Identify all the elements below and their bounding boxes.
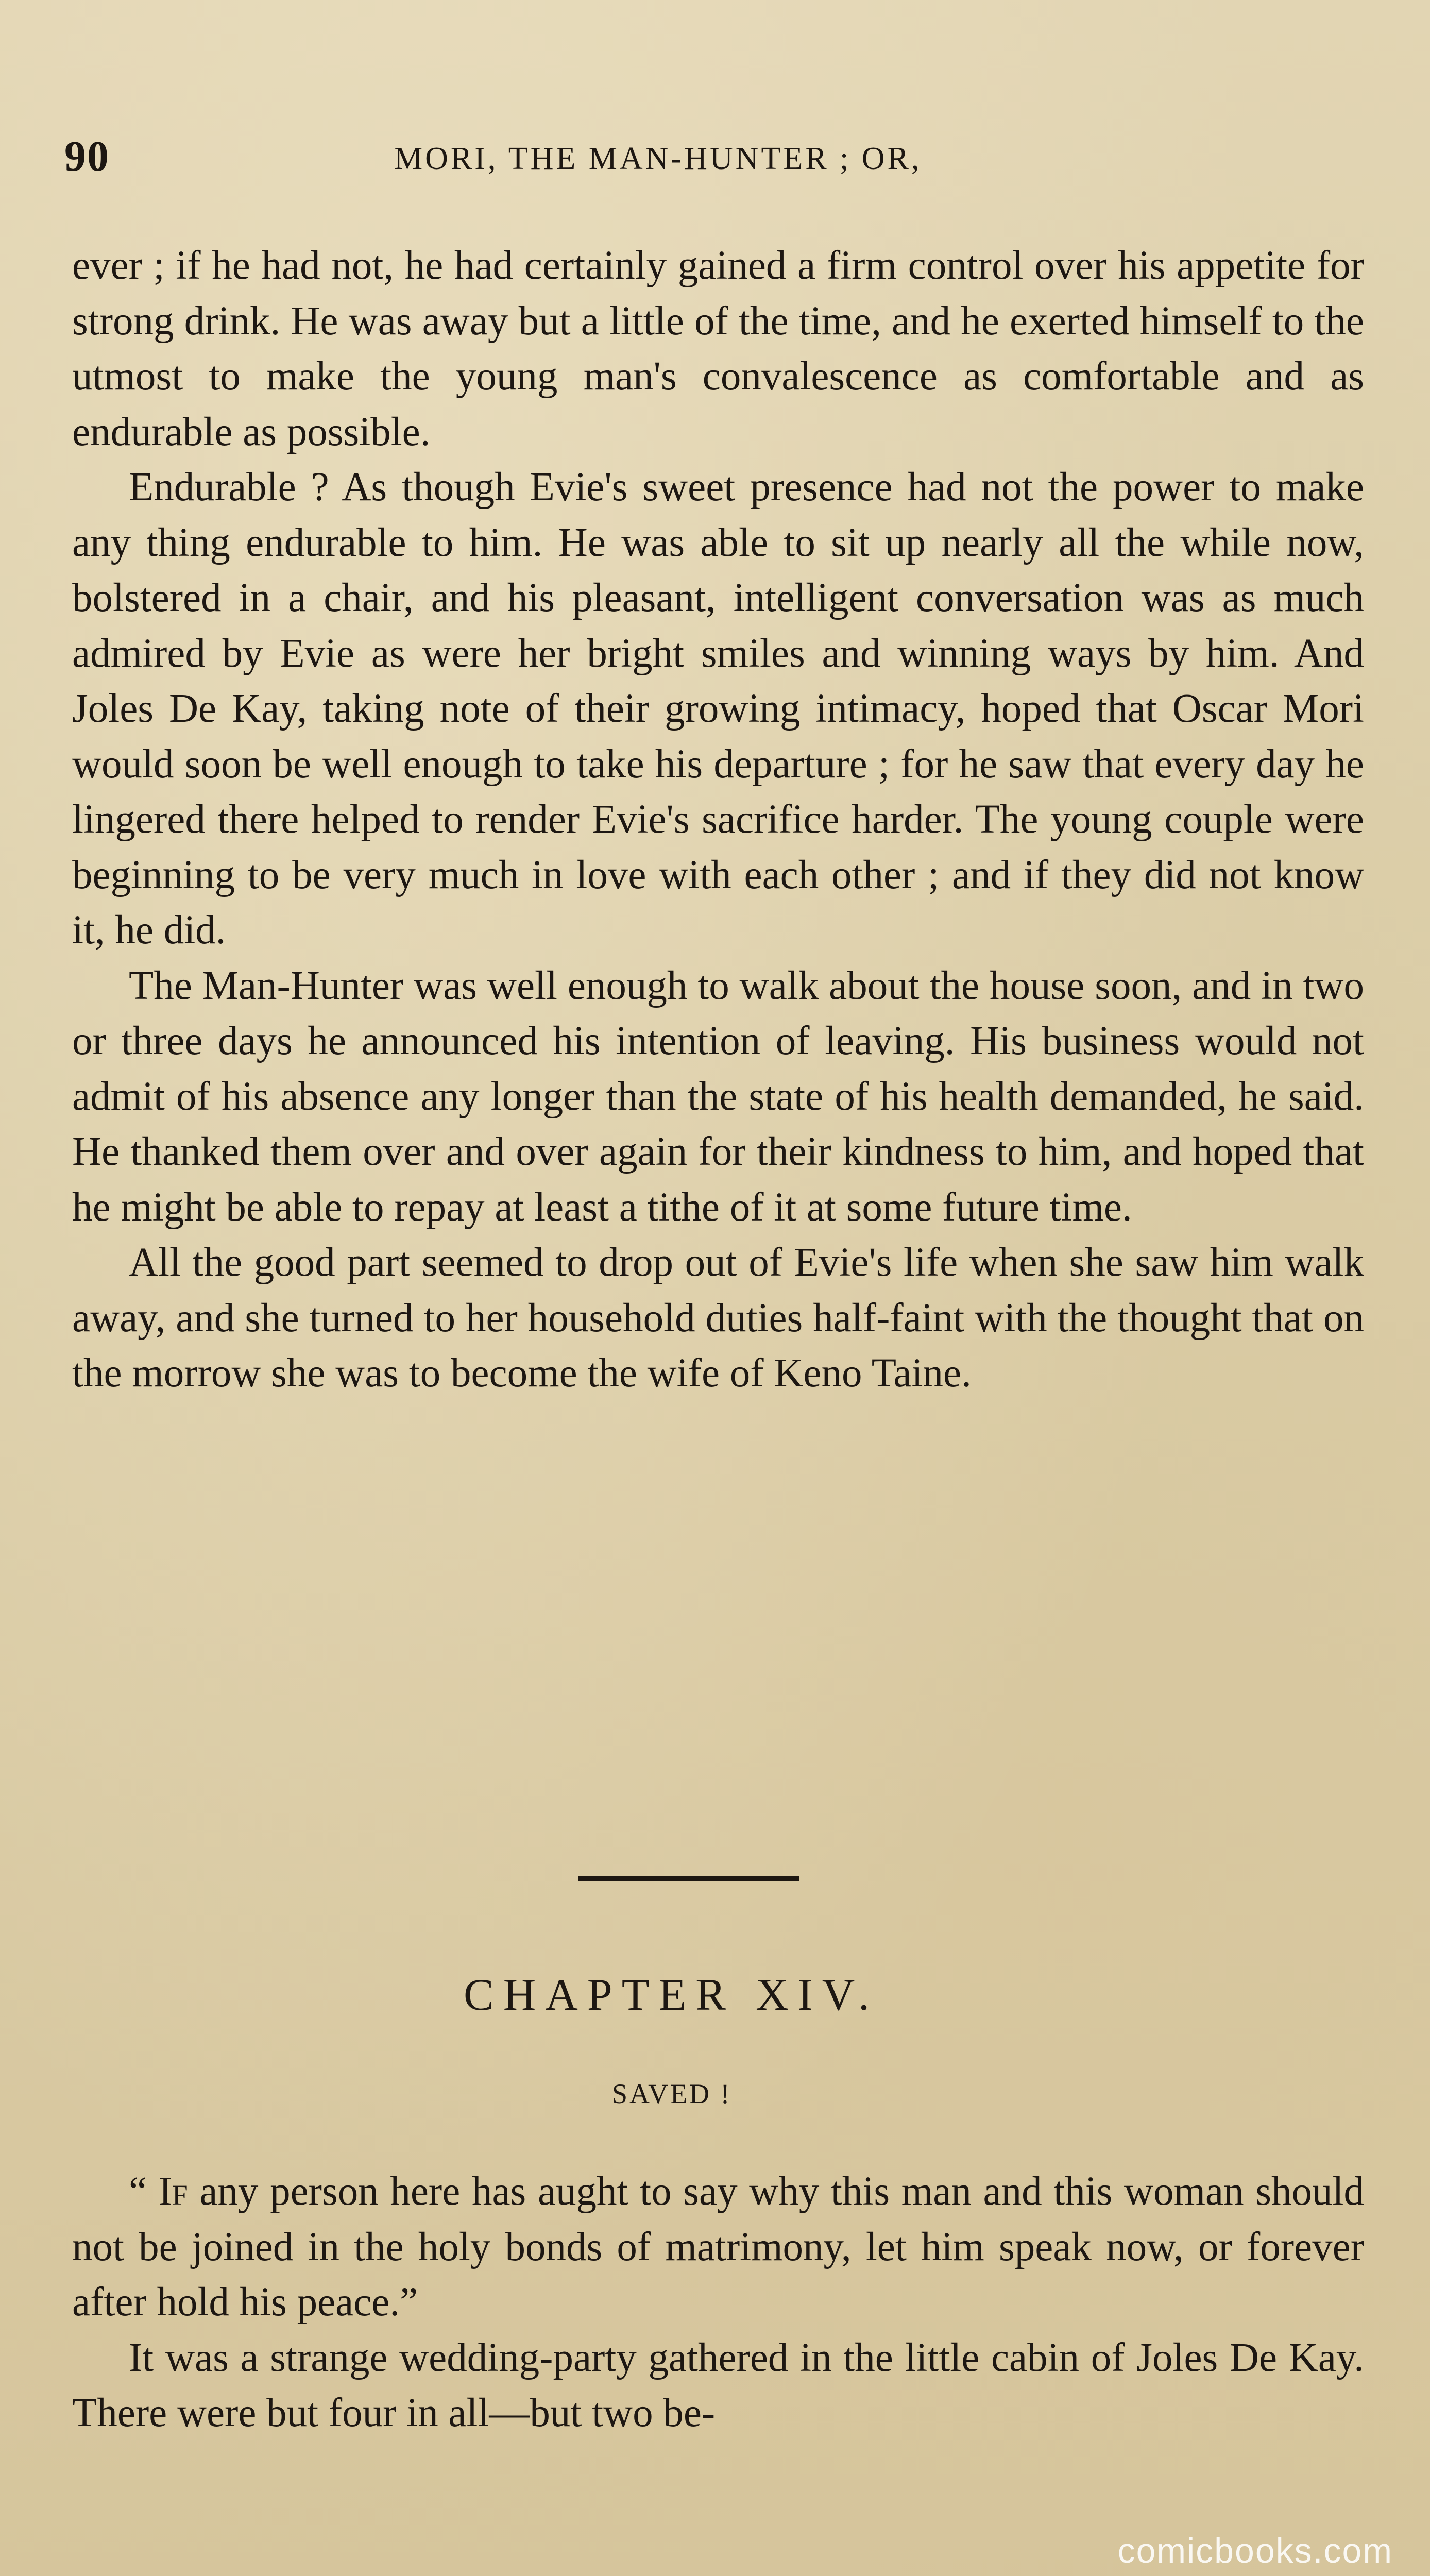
opening-quote: “ xyxy=(129,2169,159,2214)
chapter-title: CHAPTER XIV. xyxy=(464,1970,879,2020)
chapter-subtitle: SAVED ! xyxy=(612,2078,732,2109)
paragraph: ever ; if he had not, he had certainly gained a firm control over his appetite for strong drink. He was away but a little of the time, and he exerted himself to the utmost to make the young man's convalescence as comfortable and as endurable as possible. xyxy=(72,243,1364,454)
paragraph-text: any person here has aught to say why this man and this woman should not be joined in the holy bonds of matrimony, let him speak now, or forever after hold his peace.” xyxy=(72,2169,1364,2325)
paragraph: It was a strange wedding-party gathered in the little cabin of Joles De Kay. There were but four in all—but two be- xyxy=(72,2335,1364,2435)
paragraph: The Man-Hunter was well enough to walk about the house soon, and in two or three days he announced his intention of leaving. His business would not admit of his absence any longer than the state of his health demanded, he said. He thanked them over and over again for their kindness to him, and hoped that he might be able to repay at least a tithe of it at some future time. xyxy=(72,963,1364,1230)
body-text xyxy=(72,238,1364,1401)
page-header xyxy=(64,131,1363,188)
opening-word: If xyxy=(158,2169,188,2214)
section-divider xyxy=(578,1876,799,1881)
chapter-text xyxy=(72,2164,1364,2441)
watermark: comicbooks.com xyxy=(1117,2531,1393,2570)
paragraph: Endurable ? As though Evie's sweet presence had not the power to make any thing endurable to him. He was able to sit up nearly all the while now, bolstered in a chair, and his pleasant, intelligent conversation was as much admired by Evie as were her bright smiles and winning ways by him. And Joles De Kay, taking note of their growing intimacy, hoped that Oscar Mori would soon be well enough to take his departure ; for he saw that every day he lingered there helped to render Evie's sacrifice harder. The young couple were beginning to be very much in love with each other ; and if they did not know it, he did. xyxy=(72,465,1364,953)
page-number: 90 xyxy=(64,132,110,180)
paragraph xyxy=(72,2164,1364,2330)
paragraph: All the good part seemed to drop out of Evie's life when she saw him walk away, and she turned to her household duties half-faint with the thought that on the morrow she was to become the wife of Keno Taine. xyxy=(72,1240,1364,1396)
running-head: MORI, THE MAN-HUNTER ; OR, xyxy=(394,141,922,176)
